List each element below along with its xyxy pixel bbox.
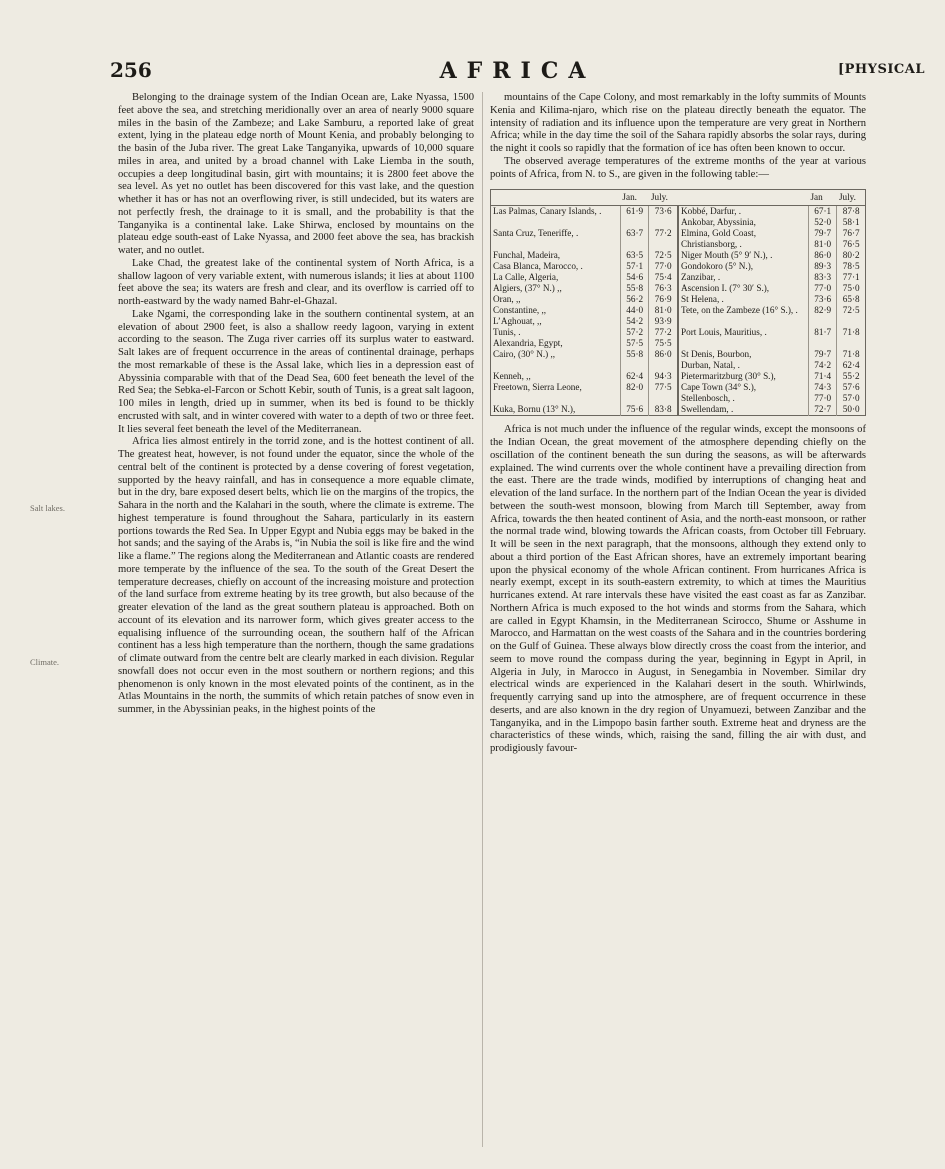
paragraph-climate: Africa lies almost entirely in the torrid zone, and is the hottest continent of all. The greatest heat, however, is not found under the equator, since the whole of the central belt of the continent is protected by a dense covering of forest vegetation, supported by the heavy rainfall, and has in consequence a more equable climate, but in the dry, bare exposed desert belts, which lie on the margins of the tropics, the Sahara in the north and the Kalahari in the south, where the climate is extreme. The highest temperature is found throughout the Sahara, particularly in its eastern portions towards the Red Sea. In Upper Egypt and Nubia eggs may be baked in the hot sands; and the saying of the Arabs is, “in Nubia the soil is like fire and the wind like a flame.” The regions along the Mediterranean and Atlantic coasts are rendered more temperate by the influence of the sea. To the south of the Great Desert the temperature decreases, chiefly on account of the increasing moisture and protection of the land surface from extreme heating by its tree growth, but also because of the greater elevation of the land as the great southern plateau is approached. Both on account of its elevation and its narrower form, which gives greater access to the equalising influence of the surrounding ocean, the southern half of the African continent has a less high temperature than the northern, though the same gradations of climate outward from the centre belt are clearly marked in each division. Regular snowfall does not occur even in the most southern or northern regions; and this phenomenon is only known in the most elevated points of the continent, as in the Atlas Mountains in the north, the summits of which retain patches of snow even in summer, in the Abyssinian peaks, in the highest points of the [118, 436, 474, 715]
july-temperature: 76·9 [649, 294, 678, 305]
jan-temperature: 52·0 [808, 217, 837, 228]
july-temperature [649, 360, 678, 371]
jan-temperature: 54·2 [620, 316, 649, 327]
jan-temperature: 82·9 [808, 305, 837, 316]
jan-temperature: 77·0 [808, 283, 837, 294]
jan-temperature: 77·0 [808, 393, 837, 404]
july-temperature [837, 316, 866, 327]
station-name: Cape Town (34° S.), [678, 382, 808, 393]
july-temperature: 58·1 [837, 217, 866, 228]
station-name: Port Louis, Mauritius, . [678, 327, 808, 338]
jan-temperature: 75·6 [620, 404, 649, 416]
table-row [491, 261, 866, 272]
table-row [491, 272, 866, 283]
july-temperature: 77·1 [837, 272, 866, 283]
paragraph-lake-ngami: Lake Ngami, the corresponding lake in the southern continental system, at an elevation of about 2900 feet, is also a shallow reedy lagoon, varying in extent according to the season. The Zuga river carries off its surplus water to eastward. Salt lakes are of frequent occurrence in the areas of continental drainage, perhaps the most remarkable of these is the Assal lake, which lies in a depression east of Abyssinia comparable with that of the Dead Sea, 600 feet beneath the level of the Red Sea; the Sebka-el-Farcon or Schott Kebir, south of Tunis, is a great salt lagoon, 100 miles in length, dried up in summer, when its bed is found to be thickly encrusted with salt, and in winter covered with water to a depth of two or three feet. It lies several feet beneath the level of the Mediterranean. [118, 308, 474, 435]
station-name: St Helena, . [678, 294, 808, 305]
jan-temperature [808, 316, 837, 327]
table-row [491, 217, 866, 228]
table-row [491, 371, 866, 382]
july-temperature: 76·5 [837, 239, 866, 250]
table-row [491, 327, 866, 338]
station-name: L’Aghouat, ,, [493, 316, 542, 327]
jan-temperature: 82·0 [620, 382, 649, 393]
jan-temperature: 74·3 [808, 382, 837, 393]
right-column [490, 92, 866, 756]
header-jan-left: Jan. [620, 190, 649, 206]
july-temperature: 83·8 [649, 404, 678, 416]
jan-temperature: 63·7 [620, 228, 649, 239]
station-name: Ankobar, Abyssinia, [678, 217, 808, 228]
july-temperature: 57·0 [837, 393, 866, 404]
header-july-left: July. [649, 190, 678, 206]
station-name: Zanzibar, . [678, 272, 808, 283]
station-name [491, 239, 621, 250]
header-jan-right: Jan [808, 190, 837, 206]
station-name: Cairo, (30° N.) ,, [493, 349, 556, 360]
july-temperature: 77·2 [649, 327, 678, 338]
july-temperature [649, 393, 678, 404]
jan-temperature: 83·3 [808, 272, 837, 283]
jan-temperature: 71·4 [808, 371, 837, 382]
table-row [491, 294, 866, 305]
station-name: Kuka, Bornu (13° N.), [493, 404, 576, 415]
station-name: Christiansborg, . [678, 239, 808, 250]
july-temperature: 87·8 [837, 206, 866, 218]
july-temperature: 57·6 [837, 382, 866, 393]
page-title: AFRICA [439, 58, 596, 84]
station-name: Durban, Natal, . [678, 360, 808, 371]
jan-temperature: 44·0 [620, 305, 649, 316]
station-name: Tunis, . [493, 327, 521, 338]
july-temperature: 77·0 [649, 261, 678, 272]
station-name: Swellendam, . [678, 404, 808, 416]
station-name: Pietermaritzburg (30° S.), [678, 371, 808, 382]
july-temperature: 76·3 [649, 283, 678, 294]
paragraph-mountains: mountains of the Cape Colony, and most remarkably in the lofty summits of Mounts Kenia and Kilima-njaro, which rise on the plateau directly beneath the equator. The intensity of radiation and its influence upon the temperature are very great in Northern Africa; while in the day time the soil of the Sahara rapidly absorbs the solar rays, during the night it cools so rapidly that the formation of ice has often been known to occur. [490, 92, 866, 154]
jan-temperature: 63·5 [620, 250, 649, 261]
table-row [491, 316, 866, 327]
paragraph-winds: Africa is not much under the influence of the regular winds, except the monsoons of the Indian Ocean, the great movement of the atmosphere depending chiefly on the oscillation of the continent beneath the sun during the seasons, as will be afterwards explained. The wind currents over the whole continent have a prevailing direction from the east. There are the trade winds, modified by interruptions of changing heat and elevation of the land surface. In the northern part of the Indian Ocean the year is divided between the south-west monsoon, blowing from March till September, away from Africa, towards the then heated continent of Asia, and the north-east monsoon, or rather the normal trade wind, blowing towards the African coasts, from October till February. It will be seen in the next paragraph, that the monsoons, although they extend only to about a third portion of the East African shores, have an extremely important bearing upon the physical economy of the whole African continent. From hurricanes Africa is nearly exempt, except in its south-eastern extremity, to which at times the Mauritius hurricanes extend. At rare intervals these have visited the east coast as far as Zanzibar. Northern Africa is much exposed to the hot winds and storms from the Sahara, which are called in Egypt Khamsin, in the Mediterranean Scirocco, Shume or Asshume in Marocco, and Harmattan on the west coasts of the Sahara and in the countries bordering on the Gulf of Guinea. These always blow directly cross the coast from the interior, and seem to move round the compass during the year, beginning in Egypt in April, in Algeria in July, in Marocco in August, in Senegambia in November. Similar dry electrical winds are experienced in the Kalahari desert in the south. Whirlwinds, frequently carrying sand up into the atmosphere, are of frequent occurrence in these deserts, and are also known in the dry region of Unyamuezi, between Zanzibar and the Tanganyika, and in the Limpopo basin farther south. Extreme heat and dryness are the characteristics of these winds, which, raising the sand, filling the air with dust, and prodigiously favour- [490, 424, 866, 754]
table-row [491, 382, 866, 393]
jan-temperature: 54·6 [620, 272, 649, 283]
jan-temperature: 57·2 [620, 327, 649, 338]
jan-temperature: 61·9 [620, 206, 649, 218]
table-row [491, 239, 866, 250]
station-name [678, 338, 808, 349]
july-temperature: 78·5 [837, 261, 866, 272]
july-temperature: 55·2 [837, 371, 866, 382]
table-row [491, 338, 866, 349]
table-row [491, 228, 866, 239]
station-name: Tete, on the Zambeze (16° S.), . [678, 305, 808, 316]
station-name [491, 217, 621, 228]
paragraph-lake-chad: Lake Chad, the greatest lake of the continental system of North Africa, is a shallow lagoon of very variable extent, with numerous islands; it lies at about 1100 feet above the sea; its waters are fresh and clear, and its overflow is carried off to north-eastward by the wady named Bahr-el-Ghazal. [118, 257, 474, 307]
july-temperature: 77·5 [649, 382, 678, 393]
jan-temperature: 89·3 [808, 261, 837, 272]
jan-temperature: 55·8 [620, 349, 649, 360]
july-temperature: 94·3 [649, 371, 678, 382]
station-name: Oran, ,, [493, 294, 521, 305]
jan-temperature: 55·8 [620, 283, 649, 294]
table-row [491, 283, 866, 294]
temperature-table [490, 189, 866, 416]
july-temperature: 71·8 [837, 327, 866, 338]
jan-temperature [620, 239, 649, 250]
station-name: Ascension I. (7° 30′ S.), [678, 283, 808, 294]
july-temperature: 72·5 [649, 250, 678, 261]
july-temperature: 80·2 [837, 250, 866, 261]
column-divider [482, 92, 483, 1147]
running-header [110, 58, 925, 88]
jan-temperature: 79·7 [808, 349, 837, 360]
station-name: St Denis, Bourbon, [678, 349, 808, 360]
table-row [491, 393, 866, 404]
section-label: [PHYSICAL [837, 62, 925, 77]
station-name [491, 360, 621, 371]
july-temperature [649, 239, 678, 250]
paragraph-table-intro: The observed average temperatures of the extreme months of the year at various points of Africa, from N. to S., are given in the following table:— [490, 155, 866, 180]
july-temperature: 86·0 [649, 349, 678, 360]
july-temperature: 62·4 [837, 360, 866, 371]
station-name: Kenneh, ,, [493, 371, 531, 382]
left-column [118, 92, 474, 717]
table-row [491, 360, 866, 371]
jan-temperature [620, 217, 649, 228]
jan-temperature [808, 338, 837, 349]
july-temperature: 75·0 [837, 283, 866, 294]
jan-temperature: 72·7 [808, 404, 837, 416]
jan-temperature: 73·6 [808, 294, 837, 305]
paragraph-indian-ocean-lakes: Belonging to the drainage system of the Indian Ocean are, Lake Nyassa, 1500 feet above the sea, and stretching meridionally over an area of nearly 9000 square miles in the basin of the Zambeze; and Lake Samburu, a reported lake of great extent, lying in the plateau edge north of Mount Kenia, and probably belonging to the basin of the Juba river. The great Lake Tanganyika, upwards of 10,000 square miles in area, and united by a broad channel with Lake Liemba in the south, occupies a deep longitudinal basin, girt with mountains; it is 2800 feet above the sea level. As yet no outlet has been discovered for this vast lake, and the question whether it has or has not an overflowing river, is still undecided, but its waters are not perfectly fresh, the drainage to it is small, and the probability is that the Tanganyika is a continental lake. Lake Shirwa, enclosed by mountains on the plateau edge south-east of Lake Nyassa, and 2000 feet above the sea, has brackish water, and no outlet. [118, 92, 474, 256]
table-row [491, 305, 866, 316]
page-number: 256 [110, 58, 152, 82]
jan-temperature: 62·4 [620, 371, 649, 382]
jan-temperature: 86·0 [808, 250, 837, 261]
july-temperature: 65·8 [837, 294, 866, 305]
table-row [491, 206, 866, 218]
station-name: Stellenbosch, . [678, 393, 808, 404]
july-temperature: 77·2 [649, 228, 678, 239]
header-july-right: July. [837, 190, 866, 206]
station-name: Casa Blanca, Marocco, . [493, 261, 583, 272]
margin-note-climate: Climate. [30, 657, 60, 667]
table-header-row [491, 190, 866, 206]
table-row [491, 250, 866, 261]
jan-temperature: 81·0 [808, 239, 837, 250]
jan-temperature [620, 360, 649, 371]
station-name [678, 316, 808, 327]
july-temperature: 93·9 [649, 316, 678, 327]
table-row [491, 404, 866, 416]
jan-temperature: 57·1 [620, 261, 649, 272]
station-name: La Calle, Algeria, [493, 272, 559, 283]
station-name: Niger Mouth (5° 9′ N.), . [678, 250, 808, 261]
station-name: Freetown, Sierra Leone, [493, 382, 582, 393]
station-name: Constantine, ,, [493, 305, 547, 316]
station-name: Funchal, Madeira, [493, 250, 561, 261]
station-name: Santa Cruz, Teneriffe, . [493, 228, 579, 239]
july-temperature: 72·5 [837, 305, 866, 316]
table-row [491, 349, 866, 360]
jan-temperature: 56·2 [620, 294, 649, 305]
july-temperature: 71·8 [837, 349, 866, 360]
margin-note-salt-lakes: Salt lakes. [30, 503, 65, 513]
jan-temperature: 57·5 [620, 338, 649, 349]
july-temperature: 81·0 [649, 305, 678, 316]
july-temperature: 75·5 [649, 338, 678, 349]
july-temperature: 75·4 [649, 272, 678, 283]
july-temperature [837, 338, 866, 349]
station-name: Alexandria, Egypt, [493, 338, 563, 349]
jan-temperature [620, 393, 649, 404]
jan-temperature: 74·2 [808, 360, 837, 371]
jan-temperature: 79·7 [808, 228, 837, 239]
station-name: Kobbé, Darfur, . [678, 206, 808, 218]
station-name: Las Palmas, Canary Islands, . [493, 206, 602, 217]
station-name: Gondokoro (5° N.), [678, 261, 808, 272]
station-name: Algiers, (37° N.) ,, [493, 283, 562, 294]
jan-temperature: 67·1 [808, 206, 837, 218]
july-temperature [649, 217, 678, 228]
station-name: Elmina, Gold Coast, [678, 228, 808, 239]
july-temperature: 76·7 [837, 228, 866, 239]
july-temperature: 50·0 [837, 404, 866, 416]
station-name [491, 393, 621, 404]
july-temperature: 73·6 [649, 206, 678, 218]
temperature-table-body [491, 206, 866, 416]
jan-temperature: 81·7 [808, 327, 837, 338]
